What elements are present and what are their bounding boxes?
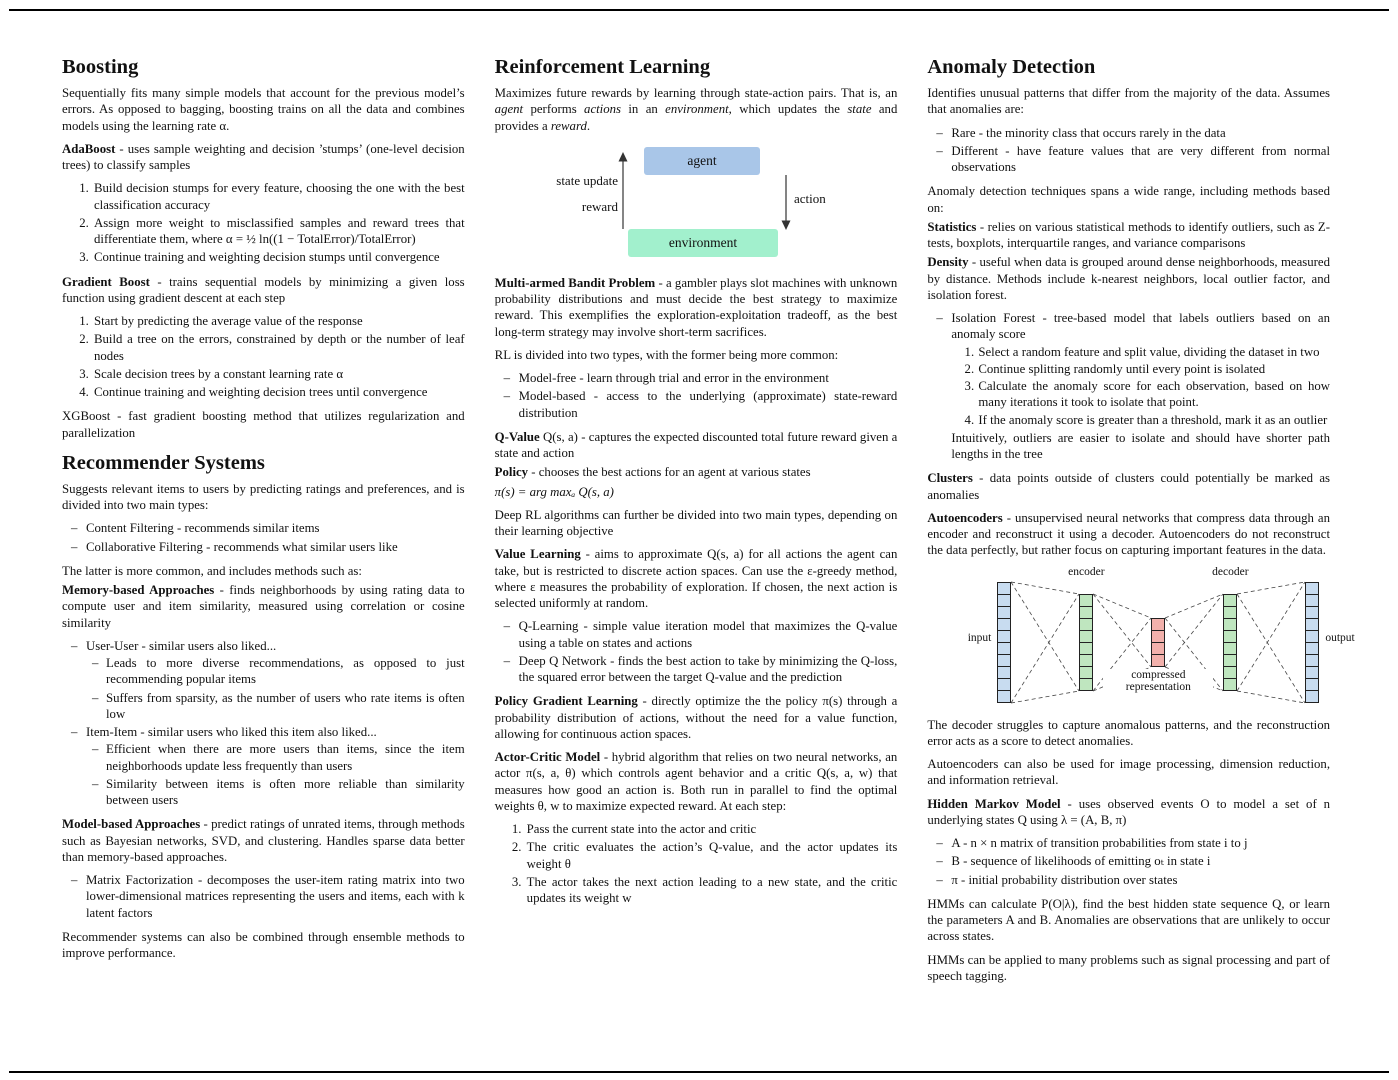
policy-text: - chooses the best actions for an agent at various states (528, 465, 811, 480)
autoencoder-uses-paragraph: Autoencoders can also be used for image processing, dimension reduction, and information retrieval. (927, 757, 1331, 788)
value-learning-text: - aims to approximate Q(s, a) for all actions the agent can take, but is restricted to discrete action spaces. Can use the ε-greedy method, where ε measures the probability of exploration. If chosen, the next action is selected uniformly at random. (494, 547, 898, 610)
decoder-note-paragraph: The decoder struggles to capture anomalous patterns, and the reconstruction error acts as a score to detect anomalies. (927, 717, 1331, 748)
term-density: Density (927, 255, 969, 270)
hmm-apps-paragraph: HMMs can be applied to many problems such as signal processing and part of speech tagging. (927, 952, 1331, 983)
gradient-boost-paragraph (62, 274, 465, 307)
autoencoder-diagram (927, 566, 1367, 708)
anomaly-properties-list (927, 125, 1330, 176)
term-statistics: Statistics (927, 219, 977, 234)
ensemble-paragraph: Recommender systems can also be combined through ensemble methods to improve performance. (62, 929, 465, 960)
column-reinforcement-learning (495, 56, 898, 991)
term-value-learning: Value Learning (494, 547, 581, 562)
list-item (86, 638, 465, 722)
list-item: – Deep Q Network - finds the best action to take by minimizing the Q-loss, the squared error between the target Q-value and the prediction (519, 653, 898, 686)
hmm-paragraph (927, 796, 1330, 829)
rl-types-intro: RL is divided into two types, with the former being more common: (494, 347, 839, 362)
hmm-text: - uses observed events O to model a set of n underlying states Q using λ = (A, B, π) (927, 796, 1331, 827)
bottom-rule (9, 1071, 1389, 1073)
section-title-anomaly-detection: Anomaly Detection (927, 56, 1096, 78)
list-item: – Rare - the minority class that occurs rarely in the data (951, 125, 1330, 141)
policy-gradient-text: - directly optimize the the policy π(s) through a probability distribution of actions, without the need for a value function, allowing for continuous action spaces. (494, 694, 898, 741)
list-item: – Similarity between items is often more reliable than similarity between users (106, 776, 465, 809)
term-clusters: Clusters (927, 471, 973, 486)
reward-label: reward (581, 198, 618, 214)
agent-label: agent (687, 152, 717, 168)
list-item: 3. The actor takes the next action leading to a new state, and the critic updates its weight w (525, 874, 898, 907)
list-item: 2. The critic evaluates the action’s Q-value, and the actor updates its weight θ (525, 839, 898, 872)
section-title-recommender-systems: Recommender Systems (62, 451, 265, 474)
ae-compressed-column (1151, 618, 1165, 667)
list-item: – Content Filtering - recommends similar items (86, 520, 465, 536)
term-q-value: Q-Value (494, 429, 540, 444)
isolation-forest-steps-list (951, 344, 1330, 428)
decoder-label: decoder (1212, 565, 1249, 578)
list-item: – Collaborative Filtering - recommends what similar users like (86, 539, 465, 555)
recommender-intro: Suggests relevant items to users by predicting ratings and preferences, and is divided into two main types: (62, 481, 465, 512)
policy-formula: π(s) = arg maxₐ Q(s, a) (494, 484, 614, 499)
statistics-paragraph (927, 219, 1330, 252)
latter-paragraph: The latter is more common, and includes methods such as: (62, 563, 362, 578)
compressed-label-line1: compressed (1103, 669, 1213, 681)
ae-input-column (997, 582, 1011, 703)
top-rule (9, 9, 1389, 11)
model-methods-list (62, 872, 465, 921)
recommender-types-list (62, 520, 465, 555)
adaboost-paragraph (62, 141, 465, 174)
list-item: 4. If the anomaly score is greater than a threshold, mark it as an outlier (977, 412, 1330, 428)
isolation-forest-text: Isolation Forest - tree-based model that labels outliers based on an anomaly score (951, 311, 1331, 342)
environment-label: environment (668, 234, 738, 250)
input-label: input (967, 631, 992, 644)
ae-decoder-column (1223, 594, 1237, 691)
techniques-intro: Anomaly detection techniques spans a wide range, including methods based on: (927, 184, 1331, 215)
list-item: – Model-free - learn through trial and error in the environment (519, 370, 898, 386)
list-item: – Q-Learning - simple value iteration model that maximizes the Q-value using a table on states and actions (519, 618, 898, 651)
memory-based-text: - finds neighborhoods by using rating data to compute user and item similarity, measured using correlation or cosine similarity (62, 583, 465, 630)
memory-based-paragraph (62, 582, 465, 631)
list-item: – π - initial probability distribution over states (951, 872, 1330, 888)
term-actor-critic: Actor-Critic Model (494, 750, 601, 764)
list-item (951, 310, 1330, 462)
section-title-reinforcement-learning: Reinforcement Learning (494, 56, 711, 78)
term-gradient-boost: Gradient Boost (62, 274, 150, 289)
output-label: output (1325, 631, 1355, 644)
rl-agent-environment-diagram (526, 141, 866, 265)
bandit-text: - a gambler plays slot machines with unknown probability distributions and must decide the best strategy to maximize reward. This exemplifies the exploration-exploitation tradeoff, as the best long-term strategy may involve short-term sacrifices. (494, 275, 898, 339)
list-item: – Model-based - access to the underlying (approximate) state-reward distribution (519, 388, 898, 421)
item-item-sublist (86, 741, 465, 808)
list-item: – A - n × n matrix of transition probabilities from state i to j (951, 835, 1330, 851)
anomaly-intro: Identifies unusual patterns that differ from the majority of the data. Assumes that anomalies are: (927, 86, 1331, 117)
xgboost-paragraph: XGBoost - fast gradient boosting method that utilizes regularization and parallelization (62, 409, 465, 440)
deep-rl-paragraph: Deep RL algorithms can further be divided into two main types, depending on their learning objective (494, 507, 898, 538)
compressed-label-line2: representation (1103, 681, 1213, 693)
model-based-text: - predict ratings of unrated items, through methods such as Bayesian networks, SVD, and clustering. Handles sparse data better than memory-based approaches. (62, 817, 465, 864)
ae-output-column (1305, 582, 1319, 703)
term-policy-gradient: Policy Gradient Learning (494, 694, 638, 709)
clusters-text: - data points outside of clusters could potentially be marked as anomalies (927, 471, 1331, 502)
list-item: 1. Pass the current state into the actor and critic (525, 821, 898, 837)
list-item: 2. Build a tree on the errors, constrained by depth or the number of leaf nodes (92, 331, 465, 364)
list-item: 2. Continue splitting randomly until every point is isolated (977, 361, 1330, 377)
gradient-boost-text: - trains sequential models by minimizing a given loss function using gradient descent at each step (62, 274, 465, 305)
value-learning-list (495, 618, 898, 685)
policy-paragraph (495, 464, 898, 480)
density-text: - useful when data is grouped around dense neighborhoods, measured by distance. Methods include k-nearest neighbors, local outlier factor, and isolation forest. (927, 255, 1331, 302)
rl-intro: Maximizes future rewards by learning through state-action pairs. That is, an agent performs actions in an environment, which updates the state and provides a reward. (494, 86, 898, 133)
agent-box (644, 147, 760, 175)
list-item: 1. Select a random feature and split value, dividing the dataset in two (977, 344, 1330, 360)
ae-encoder-column (1079, 594, 1093, 691)
actor-critic-paragraph (495, 749, 898, 814)
term-memory-based: Memory-based Approaches (62, 583, 215, 597)
list-item: – Efficient when there are more users than items, since the item neighborhoods update less frequently than users (106, 741, 465, 774)
adaboost-text: - uses sample weighting and decision ’stumps’ (one-level decision trees) to classify samples (62, 141, 465, 172)
list-item: – Suffers from sparsity, as the number of users who rate items is often low (106, 690, 465, 723)
adaboost-steps-list (62, 180, 465, 265)
list-item: 3. Scale decision trees by a constant learning rate α (92, 366, 465, 382)
column-anomaly-detection (927, 56, 1355, 991)
hmm-calc-paragraph: HMMs can calculate P(O|λ), find the best hidden state sequence Q, or learn the parameters A and B. Anomalies are observations that are unlikely to occur across states. (927, 896, 1331, 944)
user-user-sublist (86, 655, 465, 722)
clusters-paragraph (927, 470, 1330, 503)
encoder-label: encoder (1068, 565, 1105, 578)
boosting-intro: Sequentially fits many simple models that account for the previous model’s errors. As opposed to bagging, boosting trains on all the data and combines models using the learning rate α. (62, 86, 465, 133)
term-autoencoders: Autoencoders (927, 510, 1003, 525)
q-value-text: Q(s, a) - captures the expected discounted total future reward given a state and action (494, 429, 898, 460)
list-item: – Different - have feature values that are very different from normal observations (951, 143, 1330, 176)
term-model-based: Model-based Approaches (62, 817, 201, 832)
term-adaboost: AdaBoost (62, 141, 116, 156)
list-item: 3. Calculate the anomaly score for each observation, based on how many iterations it took to isolate that point. (977, 378, 1330, 411)
term-hidden-markov-model: Hidden Markov Model (927, 796, 1061, 811)
list-item: 4. Continue training and weighting decision trees until convergence (92, 384, 465, 400)
actor-critic-text: - hybrid algorithm that relies on two neural networks, an actor π(s, a, θ) which controls agent behavior and a critic Q(s, a, w) that measures how good an action is. Both run in parallel to find the optimal weights θ, w to maximize expected reward. At each step: (494, 750, 898, 813)
autoencoders-text: - unsupervised neural networks that compress data through an encoder and reconstruct it using a decoder. Autoencoders do not reconstruct the data perfectly, but rather focus on capturing important features in the data. (927, 510, 1331, 558)
policy-gradient-paragraph (495, 693, 898, 742)
list-item: 2. Assign more weight to misclassified samples and reward trees that differentiate them, where α = ½ ln((1 − TotalError)/TotalError) (92, 215, 465, 248)
list-item: 1. Start by predicting the average value of the response (92, 313, 465, 329)
value-learning-paragraph (495, 546, 898, 611)
term-multi-armed-bandit: Multi-armed Bandit Problem (494, 275, 656, 290)
isolation-forest-note: Intuitively, outliers are easier to isolate and should have shorter path lengths in the tree (951, 430, 1331, 461)
statistics-text: - relies on various statistical methods to identify outliers, such as Z-tests, boxplots, interquartile ranges, and variance comparisons (927, 219, 1331, 250)
state-update-label: state update (556, 172, 618, 188)
list-item: 1. Build decision stumps for every feature, choosing the one with the best classification accuracy (92, 180, 465, 213)
columns-container (62, 56, 1355, 991)
q-value-paragraph (495, 429, 898, 462)
section-title-boosting: Boosting (62, 56, 139, 78)
memory-methods-list (62, 638, 465, 809)
list-item: 3. Continue training and weighting decision stumps until convergence (92, 249, 465, 265)
environment-box (628, 229, 778, 257)
density-methods-list (927, 310, 1330, 462)
list-item: – Matrix Factorization - decomposes the user-item rating matrix into two lower-dimensional matrices representing the users and items, each with k latent factors (86, 872, 465, 921)
list-item: – Leads to more diverse recommendations, as opposed to just recommending popular items (106, 655, 465, 688)
term-policy: Policy (494, 465, 529, 480)
density-paragraph (927, 254, 1330, 303)
item-item-text: Item-Item - similar users who liked this item also liked... (86, 725, 377, 739)
column-boosting (62, 56, 465, 991)
rl-types-list (495, 370, 898, 421)
model-based-paragraph (62, 816, 465, 865)
bandit-paragraph (495, 275, 898, 340)
actor-critic-steps-list (495, 821, 898, 906)
hmm-params-list (927, 835, 1330, 888)
list-item (86, 724, 465, 808)
list-item: – B - sequence of likelihoods of emitting oₜ in state i (951, 853, 1330, 869)
gradient-boost-steps-list (62, 313, 465, 400)
autoencoders-paragraph (927, 510, 1330, 559)
action-label: action (794, 190, 826, 206)
user-user-text: User-User - similar users also liked... (86, 638, 277, 653)
